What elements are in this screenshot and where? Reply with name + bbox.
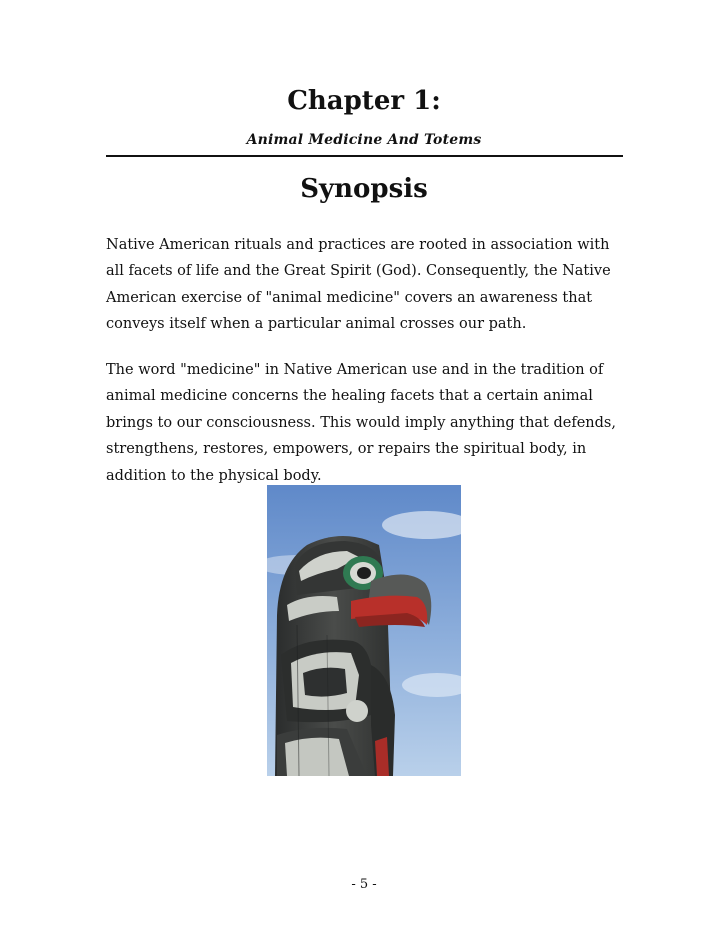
totem-pole-image xyxy=(267,485,461,776)
chapter-title: Chapter 1: xyxy=(287,86,441,116)
chapter-subtitle: Animal Medicine And Totems xyxy=(246,132,482,148)
section-heading: Synopsis xyxy=(300,174,428,204)
title-divider xyxy=(106,155,623,157)
page-number: - 5 - xyxy=(351,877,377,892)
paragraph-1: Native American rituals and practices are rooted in association with all facets of life and the Great Spirit (God). Consequently, the Native American exercise of "animal medicine" covers an awareness that conveys itself when a particular animal crosses our path. xyxy=(106,237,611,333)
paragraph-2: The word "medicine" in Native American use and in the tradition of animal medicine concerns the healing facets that a certain animal brings to our consciousness. This would imply anything that defends, strengthens, restores, empowers, or repairs the spiritual body, in addition to the physical body. xyxy=(106,362,616,484)
